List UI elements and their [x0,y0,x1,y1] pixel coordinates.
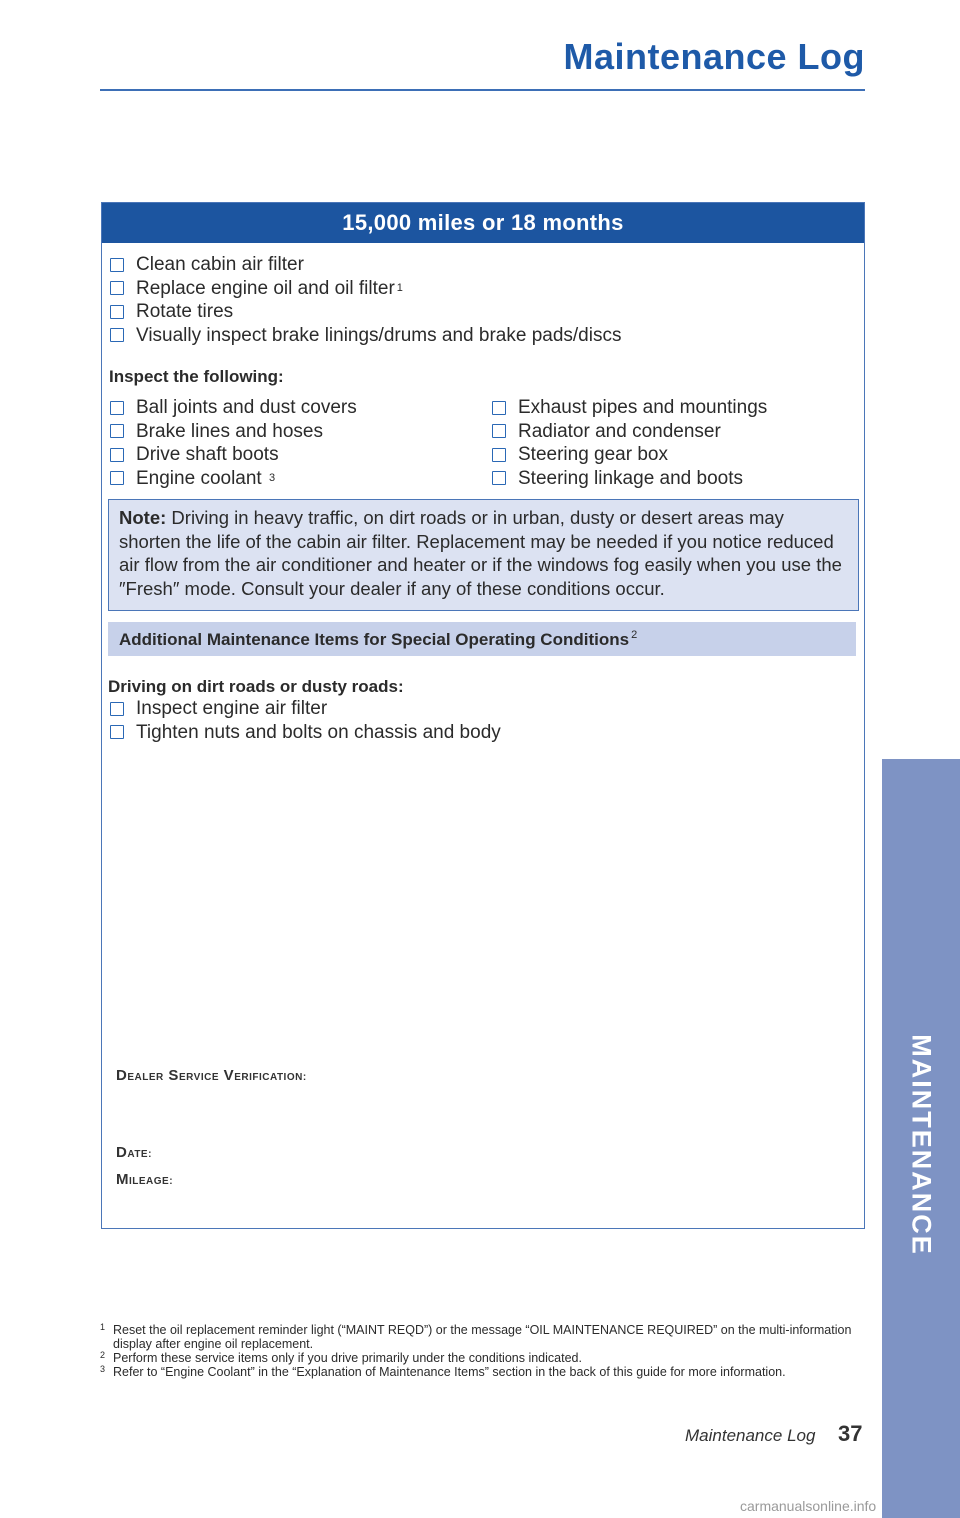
footnote-text: Perform these service items only if you drive primarily under the conditions indicated. [113,1351,582,1365]
footnote-number: 1 [100,1322,106,1332]
dirt-roads-heading: Driving on dirt roads or dusty roads: [108,677,404,696]
page-number: 37 [838,1421,863,1446]
mileage-label: MILEAGE: [116,1171,174,1188]
item-label: Steering linkage and boots [518,467,743,489]
checkbox[interactable] [492,401,506,415]
list-item [110,324,621,348]
note-box [108,499,859,611]
note-text: Driving in heavy traffic, on dirt roads or in urban, dusty or desert areas may shorten the life of the cabin air filter. Replacement may be needed if you notice reduced air flow from the air conditioner and heater or if the windows fog easily when you use the ″Fresh″ mode. Consult your dealer if any of these conditions occur. [119,507,842,599]
list-item [110,253,621,277]
dealer-verification-label: DEALER SERVICE VERIFICATION: [116,1067,307,1084]
side-tab-label: MAINTENANCE [906,1034,937,1256]
footer-section-label: Maintenance Log [685,1426,816,1445]
item-label: Rotate tires [136,301,234,322]
watermark: carmanualsonline.info [740,1498,877,1514]
item-label: Clean cabin air filter [136,254,304,275]
list-item [110,443,357,467]
inspect-list-left [110,396,357,490]
checkbox[interactable] [110,471,124,485]
additional-items-label: Additional Maintenance Items for Special Operating Conditions [119,630,630,649]
list-item [492,443,767,467]
footnote-number: 2 [100,1350,106,1360]
list-item: Engine coolant 3 [110,467,357,491]
list-item [110,721,501,745]
checkbox[interactable] [492,471,506,485]
footnote [100,1351,860,1365]
footnote-text: Reset the oil replacement reminder light (“MAINT REQD”) or the message “OIL MAINTENANCE REQUIRED” on the multi-information display after engine oil replacement. [113,1323,852,1351]
inspect-list-right [492,396,767,490]
note-label: Note: [119,507,167,528]
checkbox[interactable] [110,401,124,415]
item-label: Tighten nuts and bolts on chassis and body [136,721,501,743]
item-label: Steering gear box [518,444,668,465]
checkbox[interactable] [110,424,124,438]
item-label: Inspect engine air filter [136,698,328,719]
footnote-ref: 2 [631,629,638,642]
item-label: Visually inspect brake linings/drums and brake pads/discs [136,324,622,346]
checkbox[interactable] [110,448,124,462]
maintenance-log-box [101,202,865,1229]
checkbox[interactable] [492,448,506,462]
checkbox[interactable] [110,281,124,295]
list-item [492,467,767,491]
inspect-heading: Inspect the following: [109,367,284,386]
interval-header: 15,000 miles or 18 months [102,203,864,243]
footnote [100,1323,860,1351]
list-item [492,420,767,444]
list-item [110,300,621,324]
footnote-text: Refer to “Engine Coolant” in the “Explanation of Maintenance Items” section in the back of this guide for more information. [113,1365,786,1379]
list-item [110,420,357,444]
item-label: Engine coolant [136,467,267,489]
checkbox[interactable] [110,328,124,342]
item-label: Radiator and condenser [518,420,721,442]
checkbox[interactable] [110,258,124,272]
list-item [110,697,501,721]
dirt-roads-checklist [110,697,501,744]
item-label: Replace engine oil and oil filter [136,277,395,299]
checkbox[interactable] [110,305,124,319]
checkbox[interactable] [110,702,124,716]
item-label: Drive shaft boots [136,444,279,465]
service-checklist [110,253,621,347]
footnote [100,1365,860,1379]
checkbox[interactable] [110,725,124,739]
date-label: DATE: [116,1144,152,1161]
title-divider [100,89,865,91]
footnote-number: 3 [100,1364,106,1374]
list-item [110,396,357,420]
item-label: Exhaust pipes and mountings [518,397,768,418]
list-item [492,396,767,420]
list-item: Replace engine oil and oil filter 1 [110,277,621,301]
additional-items-heading [108,622,856,656]
page-title: Maintenance Log [563,36,865,77]
item-label: Brake lines and hoses [136,420,323,442]
checkbox[interactable] [492,424,506,438]
item-label: Ball joints and dust covers [136,397,357,418]
footnotes [100,1323,860,1379]
